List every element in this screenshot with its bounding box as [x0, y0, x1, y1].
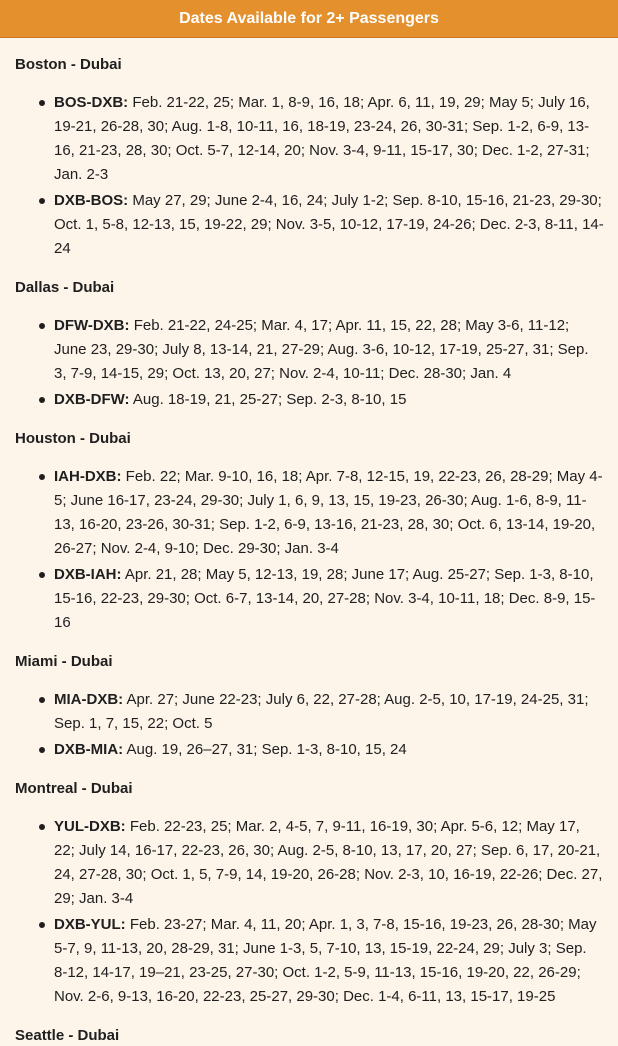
- routes-list: [0, 55, 618, 1046]
- header-title: Dates Available for 2+ Passengers: [179, 9, 439, 27]
- route-dates-list: [15, 688, 618, 762]
- flight-code: YUL-DXB:: [54, 818, 126, 835]
- bullet-icon: [39, 747, 45, 753]
- bullet-icon: [39, 474, 45, 480]
- bullet-icon: [39, 697, 45, 703]
- flight-dates: Feb. 21-22, 24-25; Mar. 4, 17; Apr. 11, 15, 22, 28; May 3-6, 11-12; June 23, 29-30; July 8, 13-14, 21, 27-29; Aug. 3-6, 10-12, 17-19, 25-27, 31; Sep. 3, 7-9, 14-15, 29; Oct. 13, 20, 27; Nov. 2-4, 10-11; Dec. 28-30; Jan. 4: [54, 317, 589, 382]
- route-dates-list: [15, 91, 618, 261]
- bullet-icon: [39, 323, 45, 329]
- flight-dates: May 27, 29; June 2-4, 16, 24; July 1-2; Sep. 8-10, 15-16, 21-23, 29-30; Oct. 1, 5-8, 12-13, 15, 19-22, 29; Nov. 3-5, 10-12, 17-19, 24-26; Dec. 2-3, 8-11, 14-24: [54, 192, 604, 257]
- flight-dates: Apr. 21, 28; May 5, 12-13, 19, 28; June 17; Aug. 25-27; Sep. 1-3, 8-10, 15-16, 22-23, 29-30; Oct. 6-7, 13-14, 20, 27-28; Nov. 3-4, 10-11, 18; Dec. 8-9, 15-16: [54, 566, 596, 631]
- flight-code: BOS-DXB:: [54, 94, 129, 111]
- flight-code: DXB-DFW:: [54, 391, 130, 408]
- page-header: [0, 0, 618, 38]
- route-dates-list: [15, 314, 618, 412]
- list-item: [15, 189, 618, 261]
- flight-dates: Feb. 22; Mar. 9-10, 16, 18; Apr. 7-8, 12-15, 19, 22-23, 26, 28-29; May 4-5; June 16-17, 23-24, 29-30; July 1, 6, 9, 13, 15, 19-23, 26-30; Aug. 1-6, 8-9, 11-13, 16-20, 23-26, 30-31; Sep. 1-2, 6-9, 13-16, 21-23, 28, 30; Oct. 6, 13-14, 19-20, 26-27; Nov. 2-4, 9-10; Dec. 29-30; Jan. 3-4: [54, 468, 603, 557]
- bullet-icon: [39, 922, 45, 928]
- flight-dates: Feb. 22-23, 25; Mar. 2, 4-5, 7, 9-11, 16-19, 30; Apr. 5-6, 12; May 17, 22; July 14, 16-17, 22-23, 26, 30; Aug. 2-5, 8-10, 13, 17, 20, 27; Sep. 6, 17, 20-21, 24, 27-28, 30; Oct. 1, 5, 7-9, 14, 19-20, 26-28; Nov. 2-3, 10, 16-19, 22-26; Dec. 27, 29; Jan. 3-4: [54, 818, 603, 907]
- route-dates-list: [15, 815, 618, 1009]
- list-item: [15, 465, 618, 561]
- route-heading-miami: Miami - Dubai: [15, 653, 113, 670]
- list-item: [15, 688, 618, 736]
- flight-dates: Aug. 19, 26–27, 31; Sep. 1-3, 8-10, 15, 24: [126, 741, 407, 758]
- route-heading-montreal: Montreal - Dubai: [15, 780, 133, 797]
- flight-dates: Apr. 27; June 22-23; July 6, 22, 27-28; Aug. 2-5, 10, 17-19, 24-25, 31; Sep. 1, 7, 15, 22; Oct. 5: [54, 691, 589, 732]
- route-dates-list: [15, 465, 618, 635]
- list-item: [15, 388, 618, 412]
- list-item: [15, 738, 618, 762]
- bullet-icon: [39, 100, 45, 106]
- flight-code: DXB-IAH:: [54, 566, 122, 583]
- flight-dates: Feb. 21-22, 25; Mar. 1, 8-9, 16, 18; Apr. 6, 11, 19, 29; May 5; July 16, 19-21, 26-28, 30; Aug. 1-8, 10-11, 16, 18-19, 23-24, 26, 30-31; Sep. 1-2, 6-9, 13-16, 21-23, 28, 30; Oct. 5-7, 12-14, 20; Nov. 3-4, 9-11, 15-17, 30; Dec. 1-2, 27-31; Jan. 2-3: [54, 94, 590, 183]
- list-item: [15, 563, 618, 635]
- bullet-icon: [39, 397, 45, 403]
- route-heading-boston: Boston - Dubai: [15, 56, 122, 73]
- list-item: [15, 314, 618, 386]
- route-heading-dallas: Dallas - Dubai: [15, 279, 115, 296]
- flight-code: DXB-BOS:: [54, 192, 129, 209]
- route-heading-houston: Houston - Dubai: [15, 430, 131, 447]
- bullet-icon: [39, 198, 45, 204]
- list-item: [15, 815, 618, 911]
- list-item: [15, 913, 618, 1009]
- flight-code: DXB-MIA:: [54, 741, 124, 758]
- flight-code: MIA-DXB:: [54, 691, 124, 708]
- bullet-icon: [39, 572, 45, 578]
- route-heading-seattle: Seattle - Dubai: [15, 1027, 120, 1044]
- flight-dates: Aug. 18-19, 21, 25-27; Sep. 2-3, 8-10, 15: [132, 391, 407, 408]
- flight-code: DFW-DXB:: [54, 317, 130, 334]
- list-item: [15, 91, 618, 187]
- flight-dates: Feb. 23-27; Mar. 4, 11, 20; Apr. 1, 3, 7-8, 15-16, 19-23, 26, 28-30; May 5-7, 9, 11-13, 20, 28-29, 31; June 1-3, 5, 7-10, 13, 15-19, 22-24, 29; July 3; Sep. 8-12, 14-17, 19–21, 23-25, 27-30; Oct. 1-2, 5-9, 11-13, 15-16, 19-20, 22, 26-29; Nov. 2-6, 9-13, 16-20, 22-23, 25-27, 29-30; Dec. 1-4, 6-11, 13, 15-17, 19-25: [54, 916, 597, 1005]
- flight-code: DXB-YUL:: [54, 916, 126, 933]
- flight-code: IAH-DXB:: [54, 468, 122, 485]
- bullet-icon: [39, 824, 45, 830]
